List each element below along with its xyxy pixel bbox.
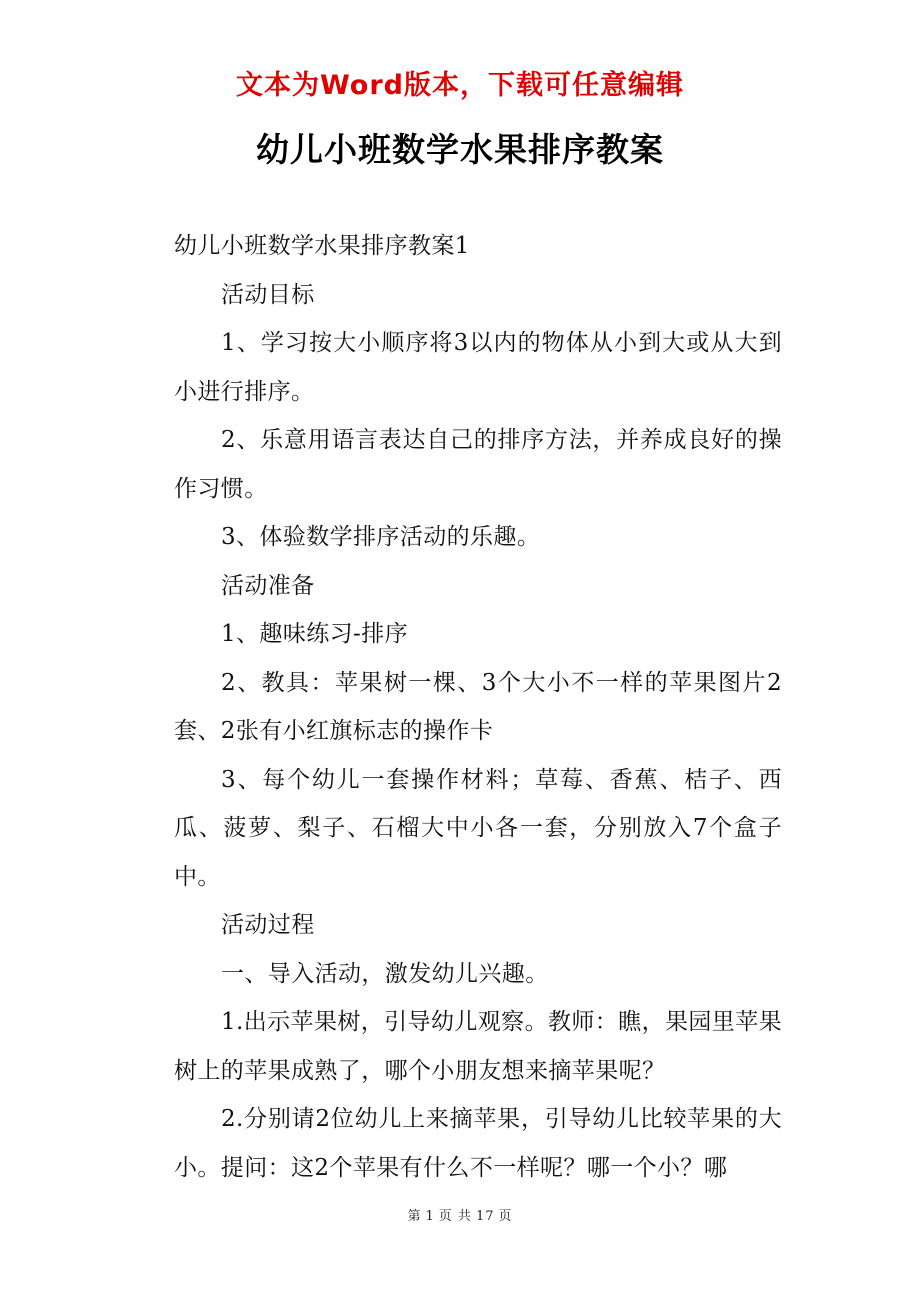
footer-page-number: 1 [425, 1209, 435, 1224]
paragraph-activity-prep: 活动准备 [221, 572, 315, 599]
paragraph-goal-3: 3、体验数学排序活动的乐趣。 [221, 524, 541, 550]
paragraph-process-1: 1.出示苹果树，引导幼儿观察。教师：瞧，果园里苹果树上的苹果成熟了，哪个小朋友想来摘苹果呢？ [174, 1009, 782, 1084]
footer-suffix: 页 [498, 1209, 513, 1224]
footer-prefix: 第 [407, 1209, 422, 1224]
paragraph-goal-1: 1、学习按大小顺序将3以内的物体从小到大或从大到小进行排序。 [174, 330, 782, 405]
paragraph-prep-3: 3、每个幼儿一套操作材料；草莓、香蕉、桔子、西瓜、菠萝、梨子、石榴大中小各一套，分别放入7个盒子中。 [174, 766, 782, 890]
paragraph-prep-2: 2、教具：苹果树一棵、3个大小不一样的苹果图片2套、2张有小红旗标志的操作卡 [174, 669, 782, 744]
paragraph-process-intro: 一、导入活动，激发幼儿兴趣。 [221, 960, 549, 987]
document-title: 幼儿小班数学水果排序教案 [256, 130, 664, 169]
paragraph-process-2: 2.分别请2位幼儿上来摘苹果，引导幼儿比较苹果的大小。提问：这2个苹果有什么不一样呢？哪一个小？哪 [174, 1106, 782, 1181]
download-banner: 文本为Word版本，下载可任意编辑 [235, 70, 684, 101]
section-heading: 幼儿小班数学水果排序教案1 [174, 233, 470, 259]
paragraph-activity-process: 活动过程 [221, 912, 315, 938]
paragraph-activity-goals: 活动目标 [221, 281, 315, 308]
paragraph-prep-1: 1、趣味练习-排序 [221, 621, 409, 647]
footer-total-pages: 17 [475, 1209, 495, 1224]
page-footer [0, 1207, 920, 1227]
document-body [174, 222, 782, 1192]
footer-mid: 页 共 [438, 1209, 472, 1224]
paragraph-goal-2: 2、乐意用语言表达自己的排序方法，并养成良好的操作习惯。 [174, 427, 782, 502]
